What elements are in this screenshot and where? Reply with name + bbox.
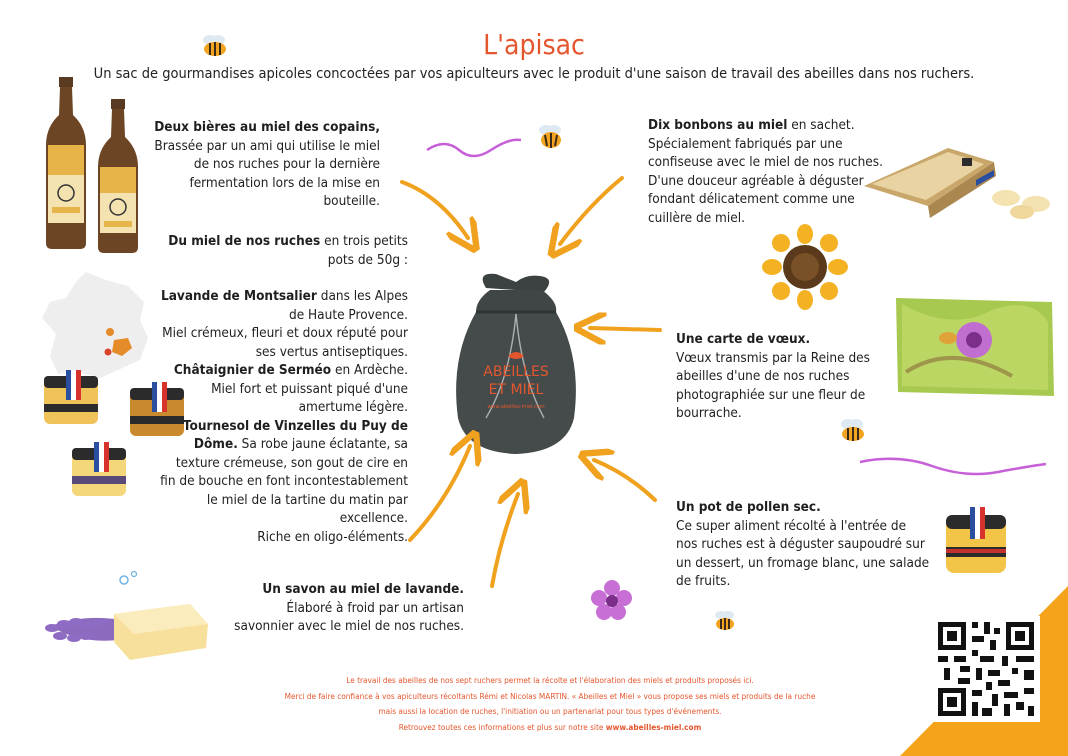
candy-line: cuillère de miel. (648, 209, 745, 226)
bee-icon (712, 610, 738, 632)
honey-intro-bold: Du miel de nos ruches (168, 233, 321, 249)
pollen-jar-icon (942, 505, 1012, 577)
candy-line: fondant délicatement comme une (648, 191, 855, 207)
candy-description (648, 116, 898, 227)
pollen-line: Ce super aliment récolté à l'entrée de (676, 517, 907, 534)
soap-heading: Un savon au miel de lavande. (262, 581, 464, 597)
chestnut-line: amertume légère. (298, 399, 408, 415)
pollen-line: un dessert, un fromage blanc, une salade (676, 554, 930, 571)
lavender-line: de Haute Provence. (289, 306, 408, 323)
lavender-honey-place: dans les Alpes (316, 288, 408, 304)
lavender-line: Miel crémeux, fleuri et doux réputé pour (162, 325, 408, 341)
sunflower-line: excellence. (339, 510, 408, 526)
honey-description (130, 232, 408, 546)
honey-intro: en trois petits (320, 233, 408, 249)
sunflower-icon (764, 226, 846, 308)
beer-line: de nos ruches pour la dernière (193, 156, 380, 172)
sunflower-line: fin de bouche en font incontestablement (160, 473, 408, 489)
page-subtitle: Un sac de gourmandises apicoles concoctées par vos apiculteurs avec le produit d'une saison de travail des abeilles dans nos ruchers. (93, 66, 975, 82)
sunflower-line: texture crémeuse, son gout de cire en (175, 454, 408, 471)
website-link[interactable]: www.abeilles-miel.com (605, 721, 702, 732)
decorative-squiggle (425, 128, 540, 168)
bag-brand-line2: ET MIEL (488, 382, 544, 398)
card-heading: Une carte de vœux. (676, 331, 811, 347)
candy-line: Spécialement fabriqués par une (648, 135, 843, 152)
card-line: bourrache. (676, 405, 742, 421)
card-description (676, 330, 886, 423)
beer-line: Brassée par un ami qui utilise le miel (154, 137, 380, 154)
candy-line: D'une douceur agréable à déguster (648, 172, 864, 189)
pollen-heading: Un pot de pollen sec. (676, 499, 821, 515)
sunflower-honey-name: Tournesol de Vinzelles du Puy de (183, 417, 408, 434)
chestnut-honey-place: en Ardèche. (331, 362, 408, 378)
decorative-squiggle (858, 454, 1048, 494)
candy-heading-rest: en sachet. (787, 117, 855, 133)
beer-description (130, 118, 380, 211)
pollen-description (676, 498, 946, 591)
bag-brand-line1: ABEILLES (483, 364, 549, 380)
honey-intro-line: pots de 50g : (327, 251, 408, 268)
bee-icon (536, 124, 566, 152)
footer-line: Le travail des abeilles de nos sept ruchers permet la récolte et l'élaboration des miels et produits proposés ici. (346, 675, 754, 685)
lavender-line: ses vertus antiseptiques. (255, 343, 408, 360)
bag-url: www.abeilles-miel.com (487, 404, 545, 410)
footer-line: mais aussi la location de ruches, l'initiation ou un partenariat pour tous types d'événements. (378, 706, 722, 716)
candy-heading: Dix bonbons au miel (648, 117, 788, 133)
chestnut-honey-name: Châtaignier de Serméo (173, 362, 332, 378)
page-title: L'apisac (483, 28, 585, 61)
beer-line: fermentation lors de la mise en (189, 174, 380, 191)
footer-line: Retrouvez toutes ces informations et plus sur notre site (398, 721, 606, 732)
footer (200, 673, 900, 735)
soap-line: savonnier avec le miel de nos ruches. (234, 618, 464, 634)
greeting-card-icon (892, 292, 1058, 404)
soap-description (200, 580, 464, 636)
sunflower-line: Riche en oligo-éléments. (257, 528, 408, 545)
footer-line: Merci de faire confiance à vos apiculteurs récoltants Rémi et Nicolas MARTIN. « Abeilles et Miel » vous propose ses miels et produits de la ruche (284, 690, 816, 701)
sunflower-line: le miel de la tartine du matin par (206, 491, 408, 508)
card-line: abeilles d'une de nos ruches (676, 368, 850, 384)
pollen-line: de fruits. (676, 573, 731, 589)
chestnut-line: Miel fort et puissant piqué d'une (211, 380, 408, 397)
card-line: Vœux transmis par la Reine des (676, 349, 870, 366)
sunflower-honey-name-end: Dôme. (193, 436, 238, 452)
pollen-line: nos ruches est à déguster saupoudré sur (676, 536, 925, 552)
candy-line: confiseuse avec le miel de nos ruches. (648, 154, 883, 170)
flower-icon (590, 580, 634, 620)
beer-line: bouteille. (323, 193, 380, 209)
soap-line: Élaboré à froid par un artisan (286, 599, 464, 616)
bee-icon (200, 34, 230, 58)
card-line: photographiée sur une fleur de (676, 386, 866, 403)
sunflower-line: Sa robe jaune éclatante, sa (237, 436, 408, 452)
qr-code-icon[interactable] (932, 616, 1040, 722)
lavender-honey-name: Lavande de Montsalier (160, 288, 317, 304)
beer-heading: Deux bières au miel des copains, (154, 119, 380, 135)
